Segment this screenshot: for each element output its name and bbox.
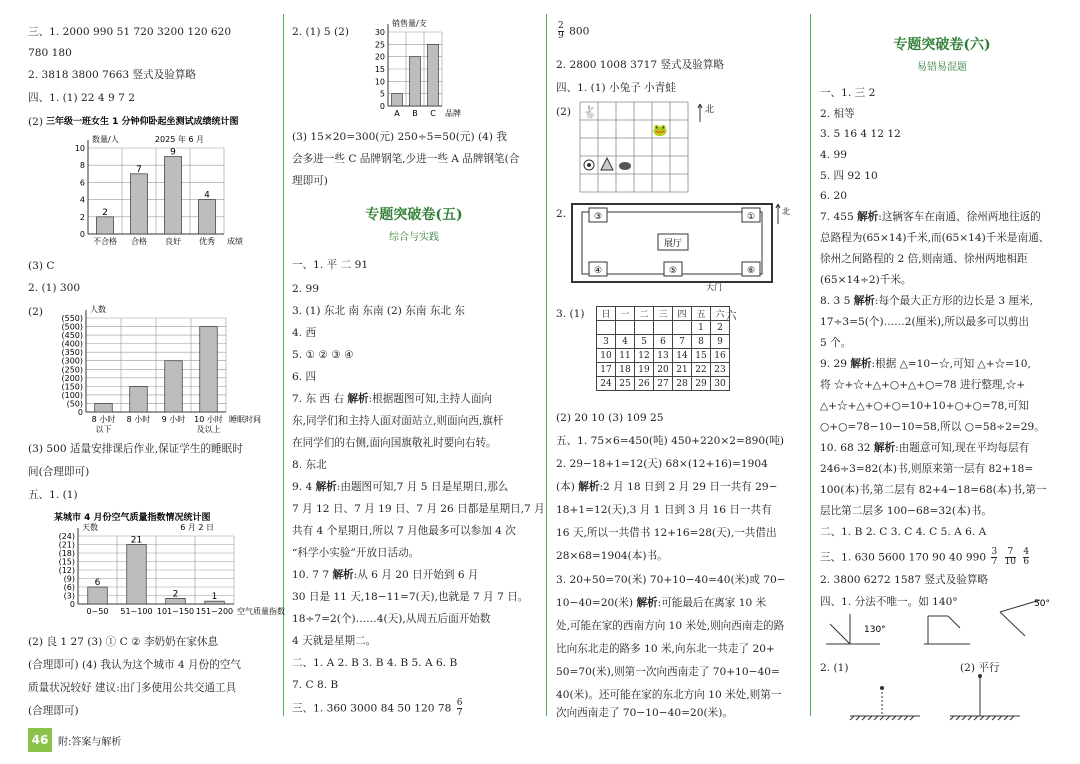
answer-line bbox=[292, 481, 508, 494]
analysis-label: 解析 bbox=[873, 442, 896, 454]
answer-column-3 bbox=[556, 0, 800, 720]
answer-text: 7. 东 西 右 bbox=[292, 393, 344, 405]
answer-line: 5. 四 92 10 bbox=[820, 170, 878, 182]
answer-line: 4 天就是星期二。 bbox=[292, 635, 377, 647]
calendar-cell bbox=[616, 321, 635, 335]
data-label: 2 bbox=[102, 207, 108, 218]
answer-text: 800 bbox=[569, 25, 590, 38]
answer-line: ○+○=78−10−10=58,所以 ○=58÷2=29。 bbox=[820, 421, 1045, 433]
calendar-cell bbox=[635, 321, 654, 335]
triangle-icon bbox=[601, 158, 613, 170]
calendar-head-cell: 六 bbox=[711, 307, 730, 321]
answer-line bbox=[820, 442, 1029, 455]
x-tick-label: 优秀 bbox=[199, 237, 215, 246]
answer-line: 16 天,所以一共借书 12+16=28(天),一共借出 bbox=[556, 527, 777, 539]
answer-line: 会多进一些 C 品牌钢笔,少进一些 A 品牌钢笔(合 bbox=[292, 153, 520, 165]
spot-label: ③ bbox=[593, 212, 603, 222]
y-tick-label: (300) bbox=[61, 356, 83, 366]
spot-label: ⑤ bbox=[668, 266, 678, 276]
answer-line: 40(米)。还可能在家的东北方向 10 米处,则第一 bbox=[556, 689, 782, 701]
x-tick-label: 151~200 bbox=[195, 607, 234, 616]
fraction-numerator: 2 bbox=[558, 21, 564, 31]
answer-line: 五、1. 75×6=450(吨) 450+220×2=890(吨) bbox=[556, 435, 784, 447]
answer-line: (3) C bbox=[28, 260, 55, 272]
answer-line: 18÷7=2(个)……4(天),从周五后面开始数 bbox=[292, 613, 491, 625]
answer-line bbox=[556, 481, 778, 494]
answer-text: 10. 7 7 bbox=[292, 569, 330, 581]
y-tick-label: (18) bbox=[58, 549, 75, 558]
calendar-cell: 28 bbox=[673, 377, 692, 391]
calendar-cell: 25 bbox=[616, 377, 635, 391]
x-tick-label: A bbox=[394, 109, 400, 118]
x-tick-label: 良好 bbox=[165, 237, 181, 246]
parallel-figure bbox=[820, 670, 1064, 720]
rabbit-icon: 🐇 bbox=[582, 105, 598, 119]
chart-date: 2025 年 6 月 bbox=[154, 135, 204, 144]
y-tick-label: 15 bbox=[374, 65, 385, 74]
answer-text: (本) bbox=[556, 481, 575, 493]
answer-line: 二、1. A 2. B 3. B 4. B 5. A 6. B bbox=[292, 657, 458, 669]
answer-line: 2. 29−18+1=12(天) 68×(12+16)=1904 bbox=[556, 458, 768, 470]
calendar-cell: 6 bbox=[654, 335, 673, 349]
bar bbox=[131, 174, 148, 234]
answer-line: (合理即可) (4) 我认为这个城市 4 月份的空气 bbox=[28, 659, 241, 671]
gate-label: 大门 bbox=[706, 283, 722, 292]
calendar-head-cell: 一 bbox=[616, 307, 635, 321]
answer-line: 7 月 12 日、7 月 19 日、7 月 26 日都是星期日,7 月 bbox=[292, 503, 545, 515]
calendar-cell: 17 bbox=[597, 363, 616, 377]
y-tick-label: (400) bbox=[61, 339, 83, 349]
answer-line: 共有 4 个星期日,所以 7 月他最多可以参加 4 次 bbox=[292, 525, 516, 537]
answer-line: 3. (1) bbox=[556, 308, 585, 320]
answer-line: 780 180 bbox=[28, 47, 72, 59]
calendar-cell: 12 bbox=[635, 349, 654, 363]
y-tick-label: 8 bbox=[79, 161, 85, 171]
column-divider bbox=[546, 14, 547, 716]
section-title: 专题突破卷(六) bbox=[893, 37, 991, 53]
calendar-cell: 19 bbox=[635, 363, 654, 377]
y-tick-label: (350) bbox=[61, 348, 83, 358]
calendar-head-cell: 二 bbox=[635, 307, 654, 321]
calendar-cell: 29 bbox=[692, 377, 711, 391]
answer-line bbox=[292, 699, 464, 718]
answer-line: 3. 5 16 4 12 12 bbox=[820, 128, 901, 140]
answer-line: 2. (1) bbox=[820, 662, 849, 674]
analysis-text: :可能最后在离家 10 米 bbox=[657, 597, 767, 609]
calendar-cell: 30 bbox=[711, 377, 730, 391]
answer-text: 三、1. 630 5600 170 90 40 990 bbox=[820, 551, 987, 564]
answer-text: 10−40=20(米) bbox=[556, 597, 634, 609]
calendar-cell bbox=[673, 321, 692, 335]
fraction: $\frac{7}{10}$ bbox=[1004, 547, 1017, 567]
answer-line: 2. bbox=[556, 208, 567, 220]
y-tick-label: (50) bbox=[66, 399, 83, 409]
y-tick-label: (9) bbox=[63, 574, 75, 584]
answer-line: 17÷3=5(个)……2(厘米),所以最多可以剪出 bbox=[820, 316, 1030, 328]
answer-line: 100(本)书,第二层有 82+4−18=68(本)书,第一 bbox=[820, 484, 1047, 496]
answer-line: 50=70(米),则第一次向西南走了 70+10−40= bbox=[556, 666, 780, 678]
answer-line: 四、1. (1) 小兔子 小青蛙 bbox=[556, 82, 676, 94]
analysis-label: 解析 bbox=[332, 569, 354, 581]
analysis-label: 解析 bbox=[578, 481, 600, 493]
data-label: 6 bbox=[94, 578, 101, 588]
y-tick-label: (550) bbox=[61, 314, 83, 323]
calendar-cell: 27 bbox=[654, 377, 673, 391]
calendar-head-cell: 日 bbox=[597, 307, 616, 321]
chart-title: 三年级一班女生 1 分钟仰卧起坐测试成绩统计图 bbox=[46, 117, 239, 127]
answer-line: 2. 99 bbox=[292, 283, 319, 295]
answer-line bbox=[292, 569, 479, 582]
data-label: 7 bbox=[136, 164, 142, 175]
chart-title: 某城市 4 月份空气质量指数情况统计图 bbox=[54, 513, 211, 523]
y-tick-label: 25 bbox=[374, 40, 385, 50]
answer-line: 2. 3818 3800 7663 竖式及验算略 bbox=[28, 69, 197, 81]
answer-line: 二、1. B 2. C 3. C 4. C 5. A 6. A bbox=[820, 526, 987, 538]
section-subtitle: 易错易混题 bbox=[917, 62, 967, 73]
analysis-label: 解析 bbox=[315, 481, 337, 493]
fraction bbox=[558, 22, 564, 41]
bar bbox=[88, 587, 108, 604]
analysis-text: :由题图可知,7 月 5 日是星期日,那么 bbox=[336, 481, 509, 493]
answer-line: 在同学们的右侧,面向国旗敬礼时要向右转。 bbox=[292, 437, 497, 449]
answer-line: 一、1. 平 二 91 bbox=[292, 259, 369, 271]
calendar-cell: 10 bbox=[597, 349, 616, 363]
calendar-head-cell: 三 bbox=[654, 307, 673, 321]
answer-line bbox=[556, 597, 766, 610]
calendar-cell: 3 bbox=[597, 335, 616, 349]
y-tick-label: 0 bbox=[379, 102, 385, 111]
answer-line: (2) 良 1 27 (3) ① C ② 李奶奶在家休息 bbox=[28, 636, 219, 648]
y-tick-label: 10 bbox=[74, 144, 85, 153]
page-number: 46 bbox=[28, 728, 52, 752]
answer-line: 质量状况较好 建议:出门多使用公共交通工具 bbox=[28, 682, 237, 694]
fraction: $\frac{4}{6}$ bbox=[1023, 547, 1030, 567]
answer-column-1 bbox=[28, 0, 285, 720]
analysis-text: :根据题图可知,主持人面向 bbox=[368, 393, 493, 405]
y-tick-label: 5 bbox=[379, 89, 385, 99]
answer-line: (2) 平行 bbox=[960, 662, 1000, 674]
hall-map-figure bbox=[566, 200, 796, 290]
y-tick-label: 20 bbox=[374, 52, 385, 62]
calendar-cell: 7 bbox=[673, 335, 692, 349]
bar bbox=[130, 386, 148, 412]
answer-line: 30 日是 11 天,18−11=7(天),也就是 7 月 7 日。 bbox=[292, 591, 529, 603]
answer-text: 9. 4 bbox=[292, 481, 313, 493]
answer-line: 处,可能在家的西南方向 10 米处,则向西南走的路 bbox=[556, 620, 785, 632]
calendar-cell: 26 bbox=[635, 377, 654, 391]
y-axis-title: 数量/人 bbox=[92, 135, 119, 144]
y-tick-label: 30 bbox=[374, 28, 385, 37]
answer-line bbox=[820, 358, 1031, 371]
x-tick-label: 9 小时 bbox=[161, 415, 186, 424]
answer-line: (2) bbox=[556, 106, 572, 118]
air-quality-bar-chart bbox=[34, 510, 285, 628]
answer-line: 28×68=1904(本)书。 bbox=[556, 550, 668, 562]
section-subtitle: 综合与实践 bbox=[389, 232, 439, 243]
answer-line: (3) 500 适量安排课后作业,保证学生的睡眠时 bbox=[28, 443, 243, 455]
y-tick-label: (12) bbox=[58, 566, 75, 575]
y-axis-title: 销售量/支 bbox=[392, 19, 427, 28]
y-tick-label: (15) bbox=[58, 557, 75, 567]
situp-bar-chart bbox=[46, 114, 276, 244]
angle-label: 50° bbox=[1034, 599, 1050, 609]
x-tick-label: 以下 bbox=[95, 425, 112, 434]
bar bbox=[127, 545, 147, 605]
north-label: 北 bbox=[705, 105, 715, 115]
y-tick-label: (3) bbox=[63, 591, 75, 601]
y-tick-label: 4 bbox=[79, 195, 85, 205]
bar bbox=[97, 217, 114, 234]
x-tick-label: 101~150 bbox=[156, 607, 195, 616]
calendar-cell: 9 bbox=[711, 335, 730, 349]
answer-line: 将 ☆+☆+△+○+△+○=78 进行整理,☆+ bbox=[820, 379, 1026, 391]
answer-line: 四、1. 分法不唯一。如 140° bbox=[820, 596, 958, 608]
x-tick-label: 8 小时 bbox=[91, 415, 116, 424]
analysis-label: 解析 bbox=[850, 358, 872, 370]
answer-line: (65×14÷2)千米。 bbox=[820, 274, 912, 286]
analysis-label: 解析 bbox=[347, 393, 369, 405]
answer-line: 3. 20+50=70(米) 70+10−40=40(米)或 70− bbox=[556, 574, 786, 586]
y-tick-label: (21) bbox=[58, 540, 75, 550]
bar bbox=[95, 403, 113, 412]
column-divider bbox=[810, 14, 811, 716]
analysis-text: :由题意可知,现在平均每层有 bbox=[895, 442, 1030, 454]
y-tick-label: 0 bbox=[79, 230, 85, 239]
answer-line: 2. 3800 6272 1587 竖式及验算略 bbox=[820, 574, 989, 586]
north-arrow-icon bbox=[698, 104, 702, 122]
calendar-head-cell: 五 bbox=[692, 307, 711, 321]
x-tick-label: 及以上 bbox=[196, 425, 221, 434]
x-axis-title: 空气质量指数 bbox=[237, 607, 285, 616]
analysis-label: 解析 bbox=[636, 597, 658, 609]
x-axis-title: 成绩 bbox=[227, 237, 243, 246]
data-label: 2 bbox=[172, 589, 179, 600]
calendar-cell: 20 bbox=[654, 363, 673, 377]
section-title: 专题突破卷(五) bbox=[365, 207, 463, 223]
y-tick-label: (150) bbox=[61, 382, 83, 392]
calendar-cell bbox=[597, 321, 616, 335]
answer-line: (3) 15×20=300(元) 250÷5=50(元) (4) 我 bbox=[292, 131, 507, 143]
data-label: 21 bbox=[130, 535, 143, 546]
answer-line: 一、1. 三 2 bbox=[820, 87, 876, 99]
answer-line: (2) bbox=[28, 116, 44, 128]
answer-line: (2) bbox=[28, 306, 44, 318]
angle-figure bbox=[820, 594, 1064, 650]
answer-line: 三、1. 2000 990 51 720 3200 120 620 bbox=[28, 26, 232, 38]
y-tick-label: (250) bbox=[61, 365, 83, 375]
bar bbox=[199, 200, 216, 234]
answer-line: 2. (1) 5 (2) bbox=[292, 26, 349, 38]
answer-line: 5. ① ② ③ ④ bbox=[292, 349, 354, 361]
answer-line: 6. 四 bbox=[292, 371, 317, 383]
answer-line: 2. 相等 bbox=[820, 108, 855, 120]
analysis-text: :根据 △=10−☆,可知 △+☆=10, bbox=[871, 358, 1031, 370]
hall-label: 展厅 bbox=[663, 239, 683, 249]
answer-column-4 bbox=[820, 0, 1064, 720]
calendar-cell: 5 bbox=[635, 335, 654, 349]
y-tick-label: 2 bbox=[79, 212, 85, 222]
data-label: 9 bbox=[170, 147, 176, 158]
analysis-text: :从 6 月 20 日开始到 6 月 bbox=[353, 569, 479, 581]
answer-line: 层比第二层多 100−68=32(本)书。 bbox=[820, 505, 992, 517]
calendar-cell: 21 bbox=[673, 363, 692, 377]
y-tick-label: (6) bbox=[63, 583, 75, 592]
answer-line: 四、1. (1) 22 4 9 7 2 bbox=[28, 92, 135, 104]
fraction: $\frac{6}{7}$ bbox=[456, 698, 463, 718]
x-tick-label: 不合格 bbox=[93, 237, 117, 246]
x-tick-label: 8 小时 bbox=[126, 415, 151, 424]
x-tick-label: 0~50 bbox=[86, 607, 109, 616]
calendar-cell: 22 bbox=[692, 363, 711, 377]
answer-line: 东,同学们和主持人面对面站立,则面向西,旗杆 bbox=[292, 415, 504, 427]
answer-line: 6. 20 bbox=[820, 190, 847, 202]
answer-line: 2. 2800 1008 3717 竖式及验算略 bbox=[556, 59, 725, 71]
north-arrow-icon bbox=[776, 204, 780, 224]
calendar-cell: 8 bbox=[692, 335, 711, 349]
answer-line: 次向西南走了 70−10−40=20(米)。 bbox=[556, 707, 733, 719]
bar bbox=[428, 44, 439, 106]
calendar-cell: 14 bbox=[673, 349, 692, 363]
frog-icon: 🐸 bbox=[652, 123, 668, 137]
y-tick-label: (450) bbox=[61, 331, 83, 341]
answer-text: 7. 455 bbox=[820, 211, 854, 223]
y-tick-label: (200) bbox=[61, 373, 83, 383]
calendar-table bbox=[596, 306, 730, 391]
calendar-cell bbox=[654, 321, 673, 335]
data-label: 4 bbox=[204, 190, 210, 201]
x-axis-title: 睡眠时间 bbox=[229, 415, 261, 424]
calendar-answer: 六 bbox=[726, 310, 737, 322]
answer-text: 三、1. 360 3000 84 50 120 78 bbox=[292, 702, 452, 715]
analysis-text: :每个最大正方形的边长是 3 厘米, bbox=[874, 295, 1034, 307]
answer-line: (2) 20 10 (3) 109 25 bbox=[556, 412, 664, 424]
calendar-head-cell: 四 bbox=[673, 307, 692, 321]
calendar-cell: 2 bbox=[711, 321, 730, 335]
calendar-cell: 23 bbox=[711, 363, 730, 377]
calendar-cell: 24 bbox=[597, 377, 616, 391]
answer-line bbox=[292, 393, 492, 406]
north-label: 北 bbox=[782, 207, 790, 216]
analysis-label: 解析 bbox=[853, 295, 875, 307]
analysis-text: :这辆客车在南通、徐州两地往返的 bbox=[878, 211, 1041, 223]
answer-line bbox=[820, 295, 1033, 308]
answer-line bbox=[556, 22, 589, 41]
bar bbox=[410, 57, 421, 106]
page-label: 附:答案与解析 bbox=[58, 737, 122, 748]
x-tick-label: 51~100 bbox=[120, 607, 153, 616]
calendar-cell: 16 bbox=[711, 349, 730, 363]
y-tick-label: 0 bbox=[69, 600, 75, 609]
answer-text: 9. 29 bbox=[820, 358, 847, 370]
answer-line: 246÷3=82(本)书,则原来第一层有 82+18= bbox=[820, 463, 1034, 475]
calendar-cell: 4 bbox=[616, 335, 635, 349]
spot-label: ① bbox=[746, 212, 756, 222]
x-tick-label: C bbox=[430, 109, 436, 118]
answer-line: 3. (1) 东北 南 东南 (2) 东南 东北 东 bbox=[292, 305, 465, 317]
y-tick-label: 10 bbox=[374, 77, 385, 87]
fraction: $\frac{3}{7}$ bbox=[991, 547, 998, 567]
answer-line: 5 个。 bbox=[820, 337, 852, 349]
x-axis-title: 品牌 bbox=[445, 109, 461, 118]
answer-line: 五、1. (1) bbox=[28, 489, 78, 501]
data-label: 1 bbox=[211, 592, 218, 603]
y-axis-title: 人数 bbox=[90, 305, 106, 314]
answer-line: 2. (1) 300 bbox=[28, 282, 81, 294]
fraction-denominator: 9 bbox=[558, 31, 564, 41]
answer-line: (合理即可) bbox=[28, 705, 79, 717]
animal-grid-figure bbox=[578, 100, 738, 196]
answer-line: 4. 西 bbox=[292, 327, 317, 339]
answer-column-2 bbox=[292, 0, 545, 720]
calendar-cell: 13 bbox=[654, 349, 673, 363]
sleep-bar-chart bbox=[42, 304, 272, 434]
calendar-cell: 11 bbox=[616, 349, 635, 363]
answer-line: 徐州之间路程的 2 倍,则南通、徐州两地相距 bbox=[820, 253, 1028, 265]
answer-line: 间(合理即可) bbox=[28, 466, 90, 478]
x-tick-label: 10 小时 bbox=[194, 415, 223, 424]
spot-label: ⑥ bbox=[746, 266, 756, 276]
chart-date: 6 月 2 日 bbox=[180, 523, 214, 532]
y-tick-label: (100) bbox=[61, 390, 83, 400]
analysis-text: :2 月 18 日到 2 月 29 日一共有 29− bbox=[599, 481, 778, 493]
bar bbox=[165, 361, 183, 412]
answer-text: 8. 3 5 bbox=[820, 295, 851, 307]
answer-line bbox=[820, 548, 1031, 567]
answer-line: “科学小实验”开放日活动。 bbox=[292, 547, 420, 559]
angle-label: 130° bbox=[864, 625, 886, 635]
bar bbox=[200, 327, 218, 412]
answer-line: 比向东北走的路多 10 米,向东北一共走了 20+ bbox=[556, 643, 775, 655]
x-tick-label: B bbox=[412, 109, 418, 118]
x-tick-label: 合格 bbox=[131, 237, 147, 246]
answer-line: 理即可) bbox=[292, 175, 328, 187]
spot-label: ④ bbox=[593, 266, 603, 276]
y-tick-label: (500) bbox=[61, 322, 83, 332]
y-tick-label: 6 bbox=[79, 178, 85, 188]
pen-sales-bar-chart bbox=[352, 20, 482, 120]
answer-line: 18+1=12(天),3 月 1 日到 3 月 16 日一共有 bbox=[556, 504, 772, 516]
answer-line: 总路程为(65×14)千米,而(65×14)千米是南通、 bbox=[820, 232, 1050, 244]
y-tick-label: (24) bbox=[58, 532, 75, 541]
answer-line: 7. C 8. B bbox=[292, 679, 339, 691]
answer-line: 8. 东北 bbox=[292, 459, 327, 471]
bar bbox=[165, 157, 182, 234]
calendar-cell: 18 bbox=[616, 363, 635, 377]
answer-line: 4. 99 bbox=[820, 149, 847, 161]
y-axis-title: 天数 bbox=[82, 523, 98, 532]
calendar-cell: 1 bbox=[692, 321, 711, 335]
calendar-cell: 15 bbox=[692, 349, 711, 363]
y-tick-label: 0 bbox=[77, 408, 83, 417]
analysis-label: 解析 bbox=[857, 211, 879, 223]
answer-line: △+☆+△+○+○=10+10+○+○=78,可知 bbox=[820, 400, 1029, 412]
bar bbox=[392, 94, 403, 106]
turtle-icon bbox=[619, 162, 631, 170]
answer-line bbox=[820, 211, 1041, 224]
answer-text: 10. 68 32 bbox=[820, 442, 871, 454]
